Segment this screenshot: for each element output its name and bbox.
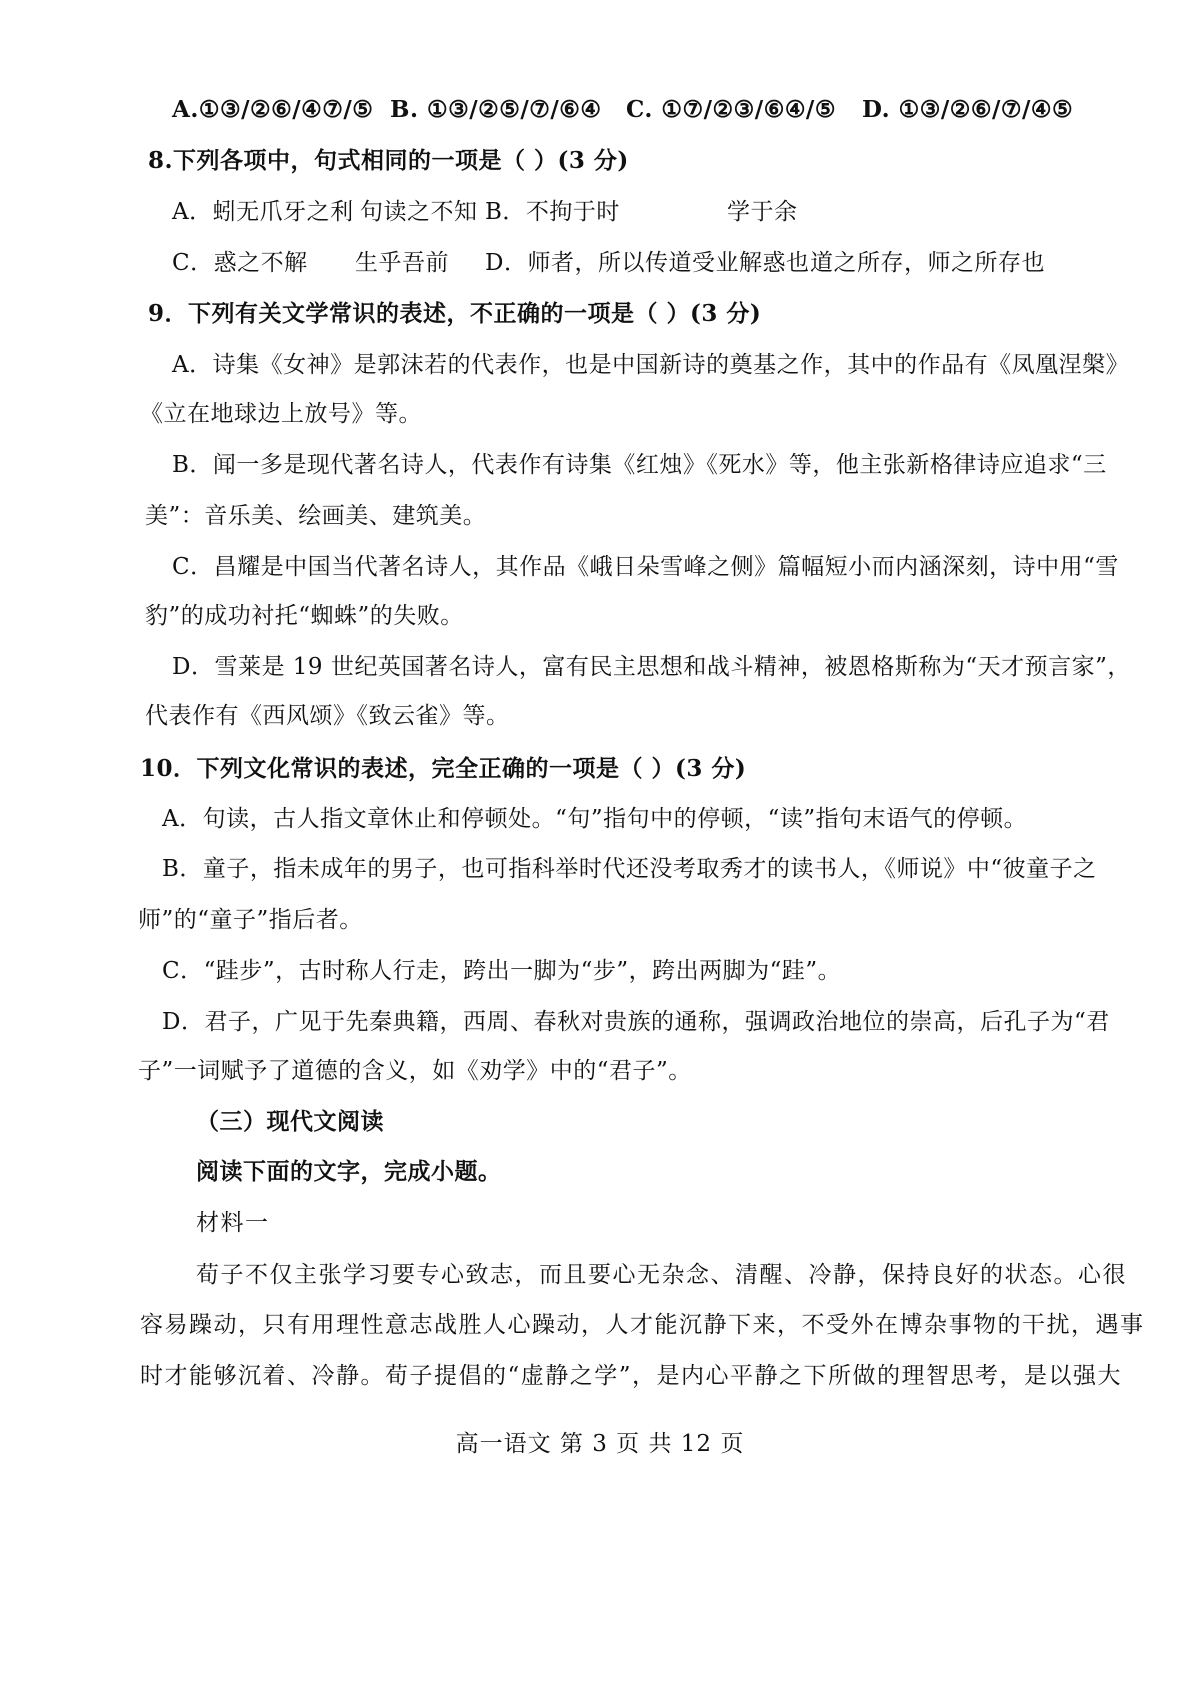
- q9-option-d-line2: 代表作有《西风颂》《致云雀》等。: [145, 703, 510, 729]
- material-paragraph-line2: 容易躁动，只有用理性意志战胜人心躁动，人才能沉静下来，不受外在博杂事物的干扰，遇事: [140, 1312, 1145, 1338]
- q10-option-a-line1: A．句读，古人指文章休止和停顿处。“句”指句中的停顿，“读”指句末语气的停顿。: [162, 806, 1028, 832]
- material-paragraph-line1: 荀子不仅主张学习要专心致志，而且要心无杂念、清醒、冷静，保持良好的状态。心很: [196, 1262, 1127, 1288]
- q7-options: [172, 94, 1073, 126]
- q8-c-part1: C．惑之不解: [172, 250, 308, 276]
- page-footer: 高一语文 第 3 页 共 12 页: [455, 1431, 745, 1457]
- q8-d-part1: D．师者，所以传道受业解惑也: [485, 250, 810, 276]
- q9-option-b-line2: 美”：音乐美、绘画美、建筑美。: [145, 503, 487, 529]
- q10-option-b-line1: B．童子，指未成年的男子，也可指科举时代还没考取秀才的读书人，《师说》中“彼童子之: [162, 856, 1097, 882]
- q8-option-b: [485, 196, 798, 228]
- q7-option-b: B. ①③/②⑤/⑦/⑥④: [390, 96, 602, 123]
- q9-option-d-line1: D．雪莱是 19 世纪英国著名诗人，富有民主思想和战斗精神，被恩格斯称为“天才预言家”，: [172, 654, 1131, 680]
- q10-option-d-line2: 子”一词赋予了道德的含义，如《劝学》中的“君子”。: [138, 1058, 692, 1084]
- q8-a-part2: 句读之不知: [360, 199, 478, 225]
- section-heading: （三）现代文阅读: [196, 1108, 384, 1135]
- q8-b-part1: B．不拘于时: [485, 199, 620, 225]
- q7-option-a: A.①③/②⑥/④⑦/⑤: [172, 96, 374, 123]
- q9-option-a-line2: 《立在地球边上放号》等。: [140, 401, 422, 427]
- reading-instruction: 阅读下面的文字，完成小题。: [196, 1158, 502, 1185]
- q7-option-d: D. ①③/②⑥/⑦/④⑤: [862, 96, 1074, 123]
- q10-option-c-line1: C．“跬步”，古时称人行走，跨出一脚为“步”，跨出两脚为“跬”。: [162, 958, 842, 984]
- q9-stem: 9．下列有关文学常识的表述，不正确的一项是（ ）(3 分): [148, 300, 762, 327]
- q10-option-b-line2: 师”的“童子”指后者。: [138, 907, 363, 933]
- q8-option-a: [172, 196, 478, 228]
- q10-stem: 10．下列文化常识的表述，完全正确的一项是（ ）(3 分): [140, 755, 747, 782]
- q8-option-d: [485, 247, 1045, 279]
- q9-option-b-line1: B．闻一多是现代著名诗人，代表作有诗集《红烛》《死水》等，他主张新格律诗应追求“三: [172, 452, 1107, 478]
- q8-d-part2: 道之所存，师之所存也: [810, 250, 1045, 276]
- q8-stem: 8.下列各项中，句式相同的一项是（ ）(3 分): [148, 147, 629, 174]
- q9-option-c-line2: 豹”的成功衬托“蜘蛛”的失败。: [145, 603, 464, 629]
- material-paragraph-line3: 时才能够沉着、冷静。荀子提倡的“虚静之学”，是内心平静之下所做的理智思考，是以强大: [140, 1363, 1123, 1389]
- q8-b-part2: 学于余: [727, 199, 798, 225]
- q9-option-c-line1: C．昌耀是中国当代著名诗人，其作品《峨日朵雪峰之侧》篇幅短小而内涵深刻，诗中用“雪: [172, 554, 1119, 580]
- material-label: 材料一: [196, 1210, 270, 1236]
- q10-option-d-line1: D．君子，广见于先秦典籍，西周、春秋对贵族的通称，强调政治地位的崇高，后孔子为“君: [162, 1009, 1110, 1035]
- q9-option-a-line1: A．诗集《女神》是郭沫若的代表作，也是中国新诗的奠基之作，其中的作品有《凤凰涅槃》: [172, 352, 1130, 378]
- q8-option-c: [172, 247, 449, 279]
- q8-c-part2: 生乎吾前: [355, 250, 449, 276]
- q7-option-c: C. ①⑦/②③/⑥④/⑤: [626, 96, 836, 123]
- q8-a-part1: A．蚓无爪牙之利: [172, 199, 354, 225]
